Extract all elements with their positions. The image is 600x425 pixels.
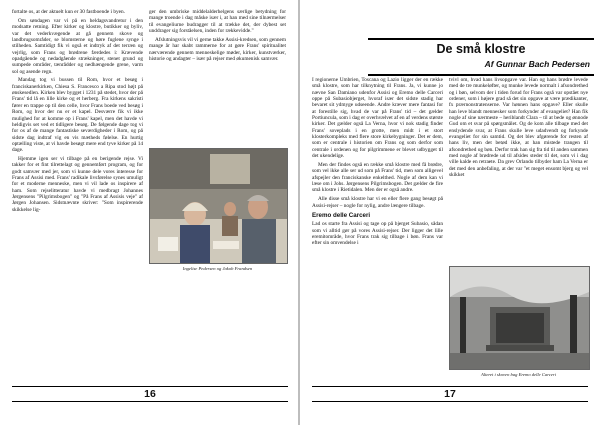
photo-illustration	[150, 149, 287, 263]
page-number-bar	[312, 386, 588, 402]
paragraph: ger den umbriske middelalderhelgens særlige betydning for mange troende i dag måske især i, at han med sine tilnærmelser til evangeliurne budragger til at trække det, der dybest set unddrager sig forståelsen, inden for rækkevidde."	[149, 9, 286, 35]
photo-caption: Alteret i skoven bag Eremo delle Carceri	[480, 372, 556, 377]
page-number: 16	[144, 388, 156, 400]
group-photo	[149, 148, 288, 264]
photo-illustration	[450, 267, 589, 369]
right-column-2	[449, 77, 588, 261]
paragraph: Men der findes også en række små klostre med få brødre, som vel ikke alle ser ud som på Frans' tid, men som alligevel afspejler den franciskanske enkelthed. Nogle af dem kan vi læse om i Johs. Jørgensens Pilgrimsbogen. Det gælder de fire små klostre i Rietidalen. Men der er også andre.	[312, 161, 443, 194]
section-subheading: Eremo delle Carceri	[312, 211, 371, 219]
page-number: 17	[444, 388, 456, 400]
paragraph: Mandag tog vi bussen til Rom, hvor et besøg i franciskanerkirken, Chiesa S. Francesco a Ripa stod højt på ønskesedlen. Kirken blev bygget i 1231 på stedet, hvor der på Frans' tid lå en lille kirke og et herberg. Fra kirkens sakristi fører en trappe op til den celle, hvor Frans boede ved besøg i Rom, og hvor der nu er et kapel. Desværre fik vi ikke mulighed for at komme op i Frans' kapel, men det havde vi heldigvis set ved et tidligere besøg. De følgende dage tog vi for os af de mange fantastiske seværdigheder i Rom, og på sidste dag indtraf vig en vis mætheds følelse. En hurtig optælling viste, at vi havde besøgt mere end tyve kirker på 14 dage.	[12, 77, 143, 154]
paragraph: Lad os starte fra Assisi og tage op på bjerget Subasio, sådan som vi alltid gør på vores Assisi-rejser. Der ligger det lille eremitområde, hvor Frans trak sig tilbage i bøn. Frans var efter sin omvendelse i	[312, 221, 443, 247]
photo-caption: Ingelise Pedersen og Jakob Frandsen	[182, 266, 253, 271]
paragraph: Alle disse små klostre har vi en eller flere gang besøgt på Assisi-rejser – nogle for nylig, andre længere tilbage.	[312, 196, 443, 209]
paragraph: tvivl om, hvad hans livsopgave var. Han og hans brødre levede med de tre munkeløfter, og munke levede normalt i afsondrethed og i bøn, selvom der i tiden forud for Frans også var opstået nye ordener, som i højere grad så det sin opgave at være prædikanter, fx prærnonstratenserne. Var hønnen hans opgave? Eller skulle han leve blandt mennesker som forkynder af evangeliet? Han fik nogle af sine nærmeste – heriblandt Clara – til at bede og ønnode Gud om et svar på spørgsmålet. Og de kom alle tilbage med det enslydende svar, at Frans skulle leve udadvendt og forkynde evangeliet for sin samtid. Og det blev afgørende for resten af hans liv, men det betød ikke, at han mistede trangen til afsondrethed og bøn. Derfor trak han sig fra tid til anden sammen med nogle af brødrede ud til afsides steder til det, som vi i dag ville kalde en retraete. Da grev Orlando tilbyder ham La Verna er det med den anbefaling, at der var "et meget ensomt bjerg og vel skikket	[449, 77, 588, 179]
paragraph: I regionerne Umbrien, Toscana og Lazio ligger der en række små klostre, som har tilknytning til Frans. Ja, vi kunne jo nævne San Damiano udenfor Assisi og Eremo delle Carceri oppe på Subasiobjerget, hvoraf især det sidste stadig har bevaret sit ydmyge udseende. Andre kræver mere fantasi for at forestille sig, hvad de var på Frans' tid – det gælder Portiuncula, som i dag er overhvælvet af en af verdens største kirker. Det gælder også La Verna, hvor vi nok stadig finder Frans' soveplads i en grotte, men midt i et stort klosterkompleks med flere store kirkebygninger. Det er dem, som er centrale i historien om Frans og som derfor som centrale i ordenen og for pilgrimmene er blevet udbygget til det ukendelige.	[312, 77, 443, 160]
article-title: De små klostre	[436, 42, 526, 56]
article-header	[368, 38, 594, 76]
left-column-1	[12, 9, 143, 381]
paragraph: fortalte os, at der aktuelt kun er 30 fastboende i byen.	[12, 9, 125, 15]
paragraph: Afslutningsvis vil vi gerne takke Assisi-kredsen, som gennem mange år har skabt rammerne for at gøre Frans' spiritualitet nærværende gennem menneskelige møder, kirker, kunstværker, historie og andagter – især på rejser med økumenisk samvær.	[149, 36, 286, 62]
right-column-1	[312, 77, 443, 377]
left-column-2	[149, 9, 286, 144]
altar-photo	[449, 266, 590, 370]
paragraph: Hjemme igen ser vi tilbage på en berigende rejse. Vi takker for et fint tilrettelagt og gennemført program, og for godt samvær med jer, som vi kunne dele vores interesse for Frans af Assisi med. Frans' radikale livsførelse synes umuligt for et moderne menneske, men vi vil lade os inspirere af ham. Som rejselitteratur havde vi medbragt Johannes Jørgensens "Pilgrimsbogen" og "På Frans af Assisis veje" af Jørgen Johansen. Sidstnævnte skriver: "Som inspirerende skikkelse lig-	[12, 156, 143, 213]
article-author: Af Gunnar Bach Pedersen	[484, 59, 590, 69]
page-number-bar	[12, 386, 288, 402]
paragraph: Om søndagen var vi på en heldagsvandretur i den modsatte retning. Efter kirker og klostre, butikker og byliv, var det vederkvægende at gå gennem skove og landbrugsområder, se blomsterne og høre fuglene synge i stilheden. Samtidigt fik vi også et indtryk af det terræn og vejrlig, som Frans og brødrene færdedes i: Krævende opadgående og nedadgående strækninger, stenet grund og sumpede områder, tænrådder og nedhængende grene, varm sol og asende regn.	[12, 17, 143, 75]
